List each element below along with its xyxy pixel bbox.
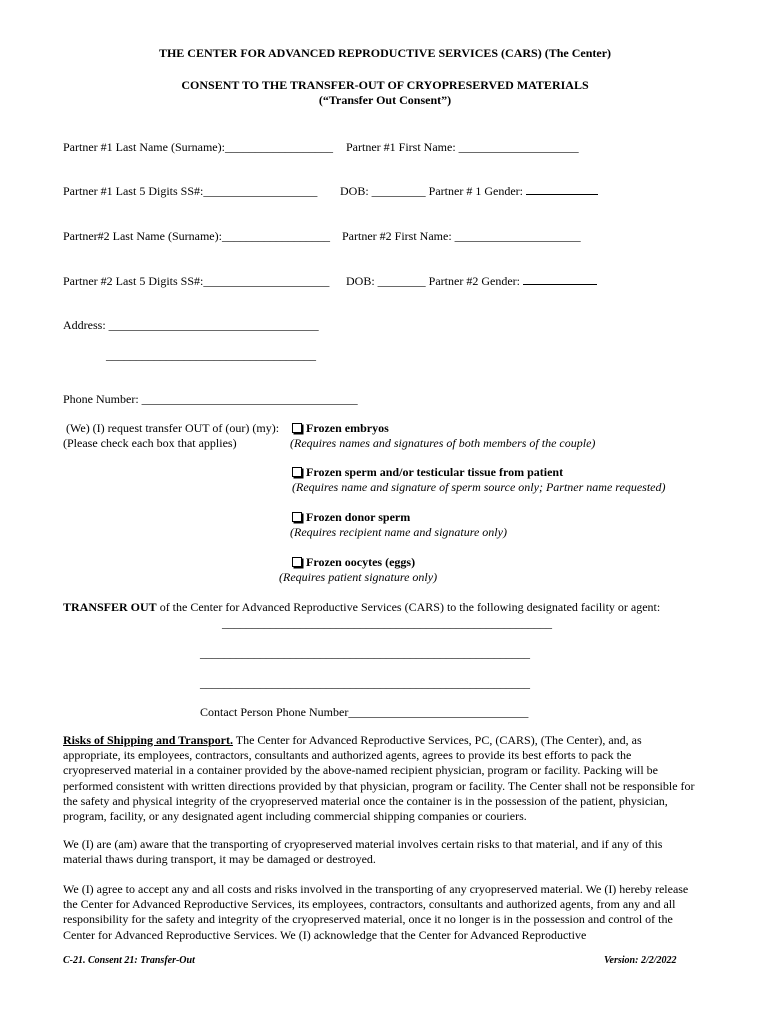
risks-paragraph-2: We (I) are (am) aware that the transporting of cryopreserved material involves certain risks to that material, and if any of this material thaws during transport, it may be damaged or destroyed.: [63, 837, 663, 867]
option-frozen-sperm[interactable]: [292, 465, 563, 480]
option-note: (Requires name and signature of sperm source only; Partner name requested): [292, 480, 666, 494]
address-line-2[interactable]: ___________________________________: [106, 348, 316, 362]
risks-text: The Center for Advanced Reproductive Services, PC, (CARS), (The Center), and, as appropriate, its employees, contractors, consultants and authorized agents, agrees to provide its best efforts to pack the cryopreserved material in a container provided by the above-named recipient physician, program or facility. Packing will be performed consistent with written directions provided by that physician, program or facility. The Center shall not be responsible for the safety and physical integrity of the cryopreserved material once the container is in the possession of the patient, physician, program, facility, or any designated agent including commercial shipping companies or couriers.: [63, 733, 695, 824]
risks-paragraph-1: [63, 733, 695, 824]
partner1-first-name-field[interactable]: Partner #1 First Name: ____________________: [346, 140, 579, 154]
checkbox-icon[interactable]: [292, 512, 302, 522]
option-note: (Requires patient signature only): [279, 570, 438, 584]
facility-line-3[interactable]: _______________________________________________________: [200, 676, 530, 690]
partner2-ss-field[interactable]: Partner #2 Last 5 Digits SS#:_____________________: [63, 274, 330, 288]
partner1-last-name-field[interactable]: Partner #1 Last Name (Surname):__________________: [63, 140, 333, 154]
transfer-out-statement: [63, 600, 660, 615]
option-note: (Requires recipient name and signature only): [290, 525, 507, 539]
option-label: Frozen sperm and/or testicular tissue from patient: [306, 465, 564, 479]
partner1-dob-gender-field[interactable]: [340, 184, 598, 199]
partner1-gender-line[interactable]: [526, 193, 598, 195]
document-subtitle: (“Transfer Out Consent”): [318, 93, 452, 107]
risks-paragraph-3: We (I) agree to accept any and all costs and risks involved in the transporting of any cryopreserved material. We (I) hereby release the Center for Advanced Reproductive Services, its employees, contractors, consultants and authorized agents, from any and all responsibility for the safety and integrity of the cryopreserved material, once it no longer is in the possession and control of the Center for Advanced Reproductive Services. We (I) acknowledge that the Center for Advanced Reproductive: [63, 882, 689, 942]
partner1-ss-field[interactable]: Partner #1 Last 5 Digits SS#:___________________: [63, 184, 318, 198]
document-title: CONSENT TO THE TRANSFER-OUT OF CRYOPRESERVED MATERIALS: [181, 78, 589, 92]
option-label: Frozen oocytes (eggs): [306, 555, 416, 569]
facility-line-1[interactable]: _______________________________________________________: [222, 616, 552, 630]
facility-line-2[interactable]: _______________________________________________________: [200, 646, 530, 660]
partner1-dob-gender-label: DOB: _________ Partner # 1 Gender:: [340, 184, 523, 198]
partner2-dob-gender-label: DOB: ________ Partner #2 Gender:: [346, 274, 520, 288]
contact-phone-field[interactable]: Contact Person Phone Number______________________________: [200, 705, 529, 719]
option-label: Frozen embryos: [306, 421, 389, 435]
partner2-first-name-field[interactable]: Partner #2 First Name: _____________________: [342, 229, 581, 243]
partner2-last-name-field[interactable]: Partner#2 Last Name (Surname):__________________: [63, 229, 330, 243]
phone-number-field[interactable]: Phone Number: ____________________________________: [63, 392, 358, 406]
partner2-dob-gender-field[interactable]: [346, 274, 597, 289]
option-note: (Requires names and signatures of both members of the couple): [290, 436, 596, 450]
address-field[interactable]: Address: ___________________________________: [63, 318, 319, 332]
partner2-gender-line[interactable]: [523, 283, 597, 285]
option-label: Frozen donor sperm: [306, 510, 411, 524]
request-instruction: (Please check each box that applies): [63, 436, 237, 450]
transfer-out-text: of the Center for Advanced Reproductive Services (CARS) to the following designated facility or agent:: [159, 600, 661, 614]
footer-version: Version: 2/2/2022: [604, 955, 677, 966]
request-intro: (We) (I) request transfer OUT of (our) (my):: [66, 421, 280, 435]
option-frozen-donor-sperm[interactable]: [292, 510, 410, 525]
option-frozen-embryos[interactable]: [292, 421, 389, 436]
transfer-out-lead: TRANSFER OUT: [63, 600, 157, 614]
checkbox-icon[interactable]: [292, 423, 302, 433]
checkbox-icon[interactable]: [292, 467, 302, 477]
checkbox-icon[interactable]: [292, 557, 302, 567]
org-title: THE CENTER FOR ADVANCED REPRODUCTIVE SERVICES (CARS) (The Center): [158, 46, 612, 60]
option-frozen-oocytes[interactable]: [292, 555, 415, 570]
footer-form-id: C-21. Consent 21: Transfer-Out: [63, 955, 195, 966]
risks-heading: Risks of Shipping and Transport.: [63, 733, 233, 747]
